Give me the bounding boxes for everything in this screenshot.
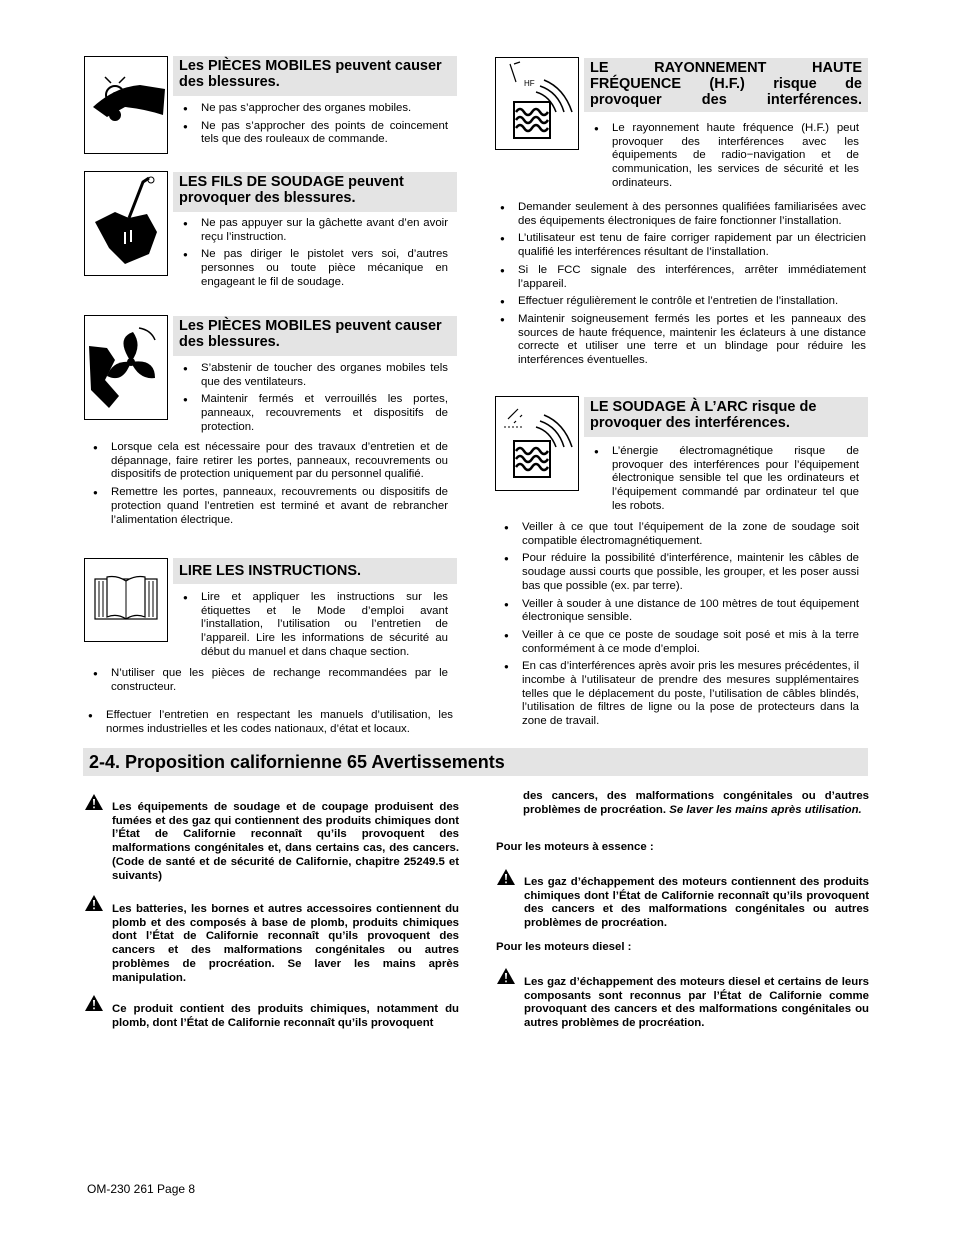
- list-item: ● Veiller à ce que tout l’équipement de la zone de soudage soit compatible électromagnétiquement.: [504, 521, 859, 548]
- arc-bullets: [594, 445, 859, 518]
- prop65-warning-2: Les batteries, les bornes et autres accessoires contiennent du plomb et des composés à base de plomb, produits chimiques dont l’État de Californie reconnaît qu’ils provoquent des cancers et des malformations congénitales ou autres problèmes de procréation. Se laver les mains après manipulation.: [112, 903, 459, 984]
- prop65-warning-3-end-text: des cancers, des malformations congénitales ou d’autres problèmes de procréation.: [523, 790, 869, 816]
- prop65-warning-1: Les équipements de soudage et de coupage produisent des fumées et des gaz qui contiennent des produits chimiques dont l’État de Californie reconnaît qu’ils provoquent des malformations congénitales et, dans certains cas, des cancers. (Code de santé et de sécurité de Californie, chapitre 25249.5 et suivants): [112, 801, 459, 882]
- list-item: ● Effectuer l’entretien en respectant les manuels d’utilisation, les normes industrielles et les codes nationaux, d’état et locaux.: [88, 709, 453, 736]
- list-item: ● Veiller à souder à une distance de 100 mètres de tout équipement électronique sensible.: [504, 598, 859, 625]
- moving-parts-2-bullets: [183, 362, 448, 439]
- list-item: ● Pour réduire la possibilité d’interférence, maintenir les câbles de soudage aussi courts que possible, les grouper, et les poser aussi bas que possible (ex. par terre).: [504, 552, 859, 593]
- arc-wide-bullets: [504, 521, 859, 733]
- list-item: ● Veiller à ce que ce poste de soudage soit posé et mis à la terre conformément à ce mode d’emploi.: [504, 629, 859, 656]
- arc-interference-icon: [495, 396, 579, 491]
- list-item: ● Lire et appliquer les instructions sur les étiquettes et le Mode d’emploi avant l’installation, l’utilisation ou l’entretien de l’appareil. Lire les informations de sécurité au début du manuel et dans chaque section.: [183, 591, 448, 660]
- moving-parts-hand-icon: [84, 56, 168, 154]
- list-item: ● Maintenir fermés et verrouillés les portes, panneaux, recouvrements et dispositifs de protection.: [183, 393, 448, 434]
- warning-triangle-icon: [496, 967, 516, 985]
- gasoline-engines-label: Pour les moteurs à essence :: [496, 841, 654, 853]
- warning-triangle-icon: [84, 894, 104, 912]
- list-item: ● L’utilisateur est tenu de faire corriger rapidement par un électricien qualifié les interférences résultant de l’installation.: [500, 232, 866, 259]
- list-item: ● Ne pas appuyer sur la gâchette avant d’en avoir reçu l’instruction.: [183, 217, 448, 244]
- welding-wire-icon: [84, 171, 168, 276]
- instructions-title: LIRE LES INSTRUCTIONS.: [173, 558, 457, 584]
- instructions-wide-bullets: [93, 667, 448, 698]
- hf-radiation-icon: [495, 57, 579, 150]
- list-item: ● Si le FCC signale des interférences, arrêter immédiatement l’appareil.: [500, 264, 866, 291]
- hf-title: LE RAYONNEMENT HAUTE FRÉQUENCE (H.F.) risque de provoquer des interférences.: [584, 58, 868, 112]
- list-item: ● Ne pas s’approcher des points de coincement tels que des rouleaux de commande.: [183, 120, 448, 147]
- list-item: ● Remettre les portes, panneaux, recouvrements ou dispositifs de protection quand l’entretien est terminé et avant de rebrancher l’alimentation électrique.: [93, 486, 448, 527]
- list-item: ● Le rayonnement haute fréquence (H.F.) peut provoquer des interférences avec les équipements de radio−navigation et de communication, les services de sécurité et les ordinateurs.: [594, 122, 859, 191]
- list-item: ● Lorsque cela est nécessaire pour des travaux d’entretien et de dépannage, faire retirer les portes, panneaux, recouvrements ou dispositifs de protection uniquement par du personnel qualifié.: [93, 441, 448, 482]
- warning-triangle-icon: [84, 994, 104, 1012]
- section-title: 2-4. Proposition californienne 65 Avertissements: [83, 748, 868, 776]
- moving-parts-1-title: Les PIÈCES MOBILES peuvent causer des blessures.: [173, 56, 457, 96]
- warning-triangle-icon: [84, 793, 104, 811]
- prop65-warning-3-end: [523, 790, 869, 817]
- list-item: ● S’abstenir de toucher des organes mobiles tels que des ventilateurs.: [183, 362, 448, 389]
- moving-parts-2-wide-bullets: [93, 441, 448, 531]
- hf-bullets: [594, 122, 859, 195]
- instructions-bullets: [183, 591, 448, 664]
- maintenance-bullet: [88, 709, 453, 740]
- diesel-engines-label: Pour les moteurs diesel :: [496, 941, 632, 953]
- prop65-warning-4: Les gaz d’échappement des moteurs contiennent des produits chimiques dont l’État de Californie reconnaît qu’ils provoquent des cancers et des malformations congénitales ou autres problèmes de procréation.: [524, 876, 869, 930]
- list-item: ● Ne pas diriger le pistolet vers soi, d’autres personnes ou toute pièce mécanique en engageant le fil de soudage.: [183, 248, 448, 289]
- list-item: ● N’utiliser que les pièces de rechange recommandées par le constructeur.: [93, 667, 448, 694]
- manual-book-icon: [84, 558, 168, 642]
- hf-icon-label: HF: [524, 79, 535, 88]
- moving-parts-1-bullets: [183, 102, 448, 151]
- list-item: ● Effectuer régulièrement le contrôle et l’entretien de l’installation.: [500, 295, 866, 309]
- list-item: ● L’énergie électromagnétique risque de provoquer des interférences pour l’équipement électronique sensible tel que les ordinateurs et l’équipement commandé par ordinateur tel que les robots.: [594, 445, 859, 514]
- prop65-warning-3-italic: Se laver les mains après utilisation.: [669, 803, 862, 816]
- list-item: ● En cas d’interférences après avoir pris les mesures précédentes, il incombe à l’utilisateur de prendre des mesures supplémentaires telles que le déplacement du poste, l’utilisation de câbles blindés, l’utilisation de filtres de ligne ou la pose de protecteurs dans la zone de travail.: [504, 660, 859, 729]
- list-item: ● Ne pas s’approcher des organes mobiles.: [183, 102, 448, 116]
- arc-title: LE SOUDAGE À L’ARC risque de provoquer des interférences.: [584, 397, 868, 437]
- list-item: ● Demander seulement à des personnes qualifiées familiarisées avec des équipements électroniques de faire fonctionner l’installation.: [500, 201, 866, 228]
- warning-triangle-icon: [496, 868, 516, 886]
- page-footer: OM-230 261 Page 8: [87, 1182, 196, 1196]
- welding-wire-title: LES FILS DE SOUDAGE peuvent provoquer des blessures.: [173, 172, 457, 212]
- hf-wide-bullets: [500, 201, 866, 372]
- fan-hand-icon: [84, 315, 168, 420]
- prop65-warning-5: Les gaz d’échappement des moteurs diesel et certains de leurs composants sont reconnus par l’État de Californie comme provoquant des cancers et des malformations congénitales ou autres problèmes de procréation.: [524, 976, 869, 1030]
- list-item: ● Maintenir soigneusement fermés les portes et les panneaux des sources de haute fréquence, maintenir les éclateurs à une distance correcte et utiliser une terre et un blindage pour réduire les interférences éventuelles.: [500, 313, 866, 368]
- prop65-warning-3-start: Ce produit contient des produits chimiques, notamment du plomb, dont l’État de Californie reconnaît qu’ils provoquent: [112, 1003, 459, 1029]
- welding-wire-bullets: [183, 217, 448, 294]
- moving-parts-2-title: Les PIÈCES MOBILES peuvent causer des blessures.: [173, 316, 457, 356]
